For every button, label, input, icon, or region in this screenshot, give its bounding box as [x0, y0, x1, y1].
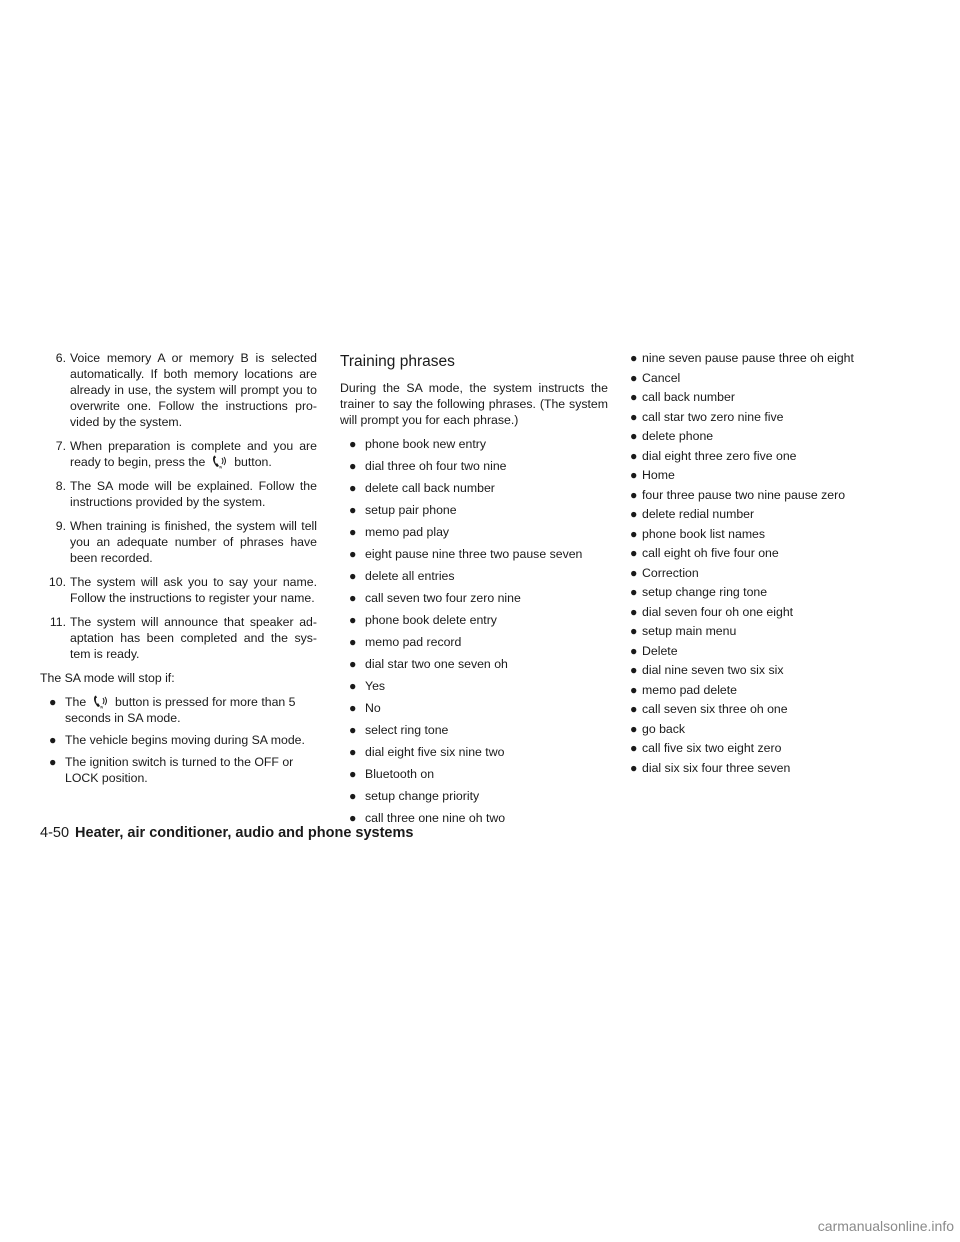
phrase-list-middle	[340, 436, 608, 826]
step-10	[40, 574, 317, 606]
phrase-text: eight pause nine three two pause seven	[365, 547, 583, 561]
list-item	[340, 436, 608, 452]
phrase-text: call eight oh five four one	[642, 546, 779, 560]
phrase-text: memo pad record	[365, 635, 462, 649]
phrase-text: dial seven four oh one eight	[642, 604, 794, 619]
step-text: The system will ask you to say your name. Follow the instructions to register your name.	[70, 575, 317, 605]
list-item	[630, 623, 910, 639]
phrase-text: Correction	[642, 565, 699, 580]
phrase-text: No	[365, 701, 381, 715]
step-text: The SA mode will be explained. Follow the instructions provided by the system.	[70, 479, 317, 509]
stop-intro: The SA mode will stop if:	[40, 671, 175, 685]
svg-text:w: w	[99, 704, 103, 709]
step-text: When training is finished, the system will tell you an adequate number of phrases have been recorded.	[70, 519, 317, 565]
stop-condition	[40, 754, 317, 786]
bullet: ●	[49, 733, 57, 747]
phrase-text: delete phone	[642, 429, 714, 443]
bullet: ●	[630, 663, 638, 677]
phrase-text: call star two zero nine five	[642, 409, 784, 424]
bullet: ●	[349, 723, 357, 737]
phrase-text: call five six two eight zero	[642, 741, 782, 755]
stop-condition	[40, 694, 317, 726]
phrase-text: dial star two one seven oh	[365, 657, 508, 671]
list-item	[340, 722, 608, 738]
phrase-text: phone book list names	[642, 526, 766, 541]
bullet: ●	[349, 569, 357, 583]
bullet: ●	[630, 643, 638, 658]
condition-text: The	[65, 695, 87, 709]
bullet: ●	[630, 624, 638, 638]
bullet: ●	[349, 745, 357, 759]
step-number: 6.	[55, 351, 66, 365]
phrase-text: dial three oh four two nine	[365, 459, 507, 473]
phrase-text: four three pause two nine pause zero	[642, 487, 846, 502]
bullet: ●	[630, 409, 638, 424]
watermark: carmanualsonline.info	[817, 1218, 954, 1234]
phrase-text: setup pair phone	[365, 503, 457, 517]
list-item	[630, 584, 910, 600]
condition-text: The vehicle begins moving during SA mode.	[65, 733, 305, 747]
list-item	[340, 788, 608, 804]
step-11	[40, 614, 317, 662]
bullet: ●	[630, 351, 638, 365]
bullet: ●	[630, 370, 638, 385]
bullet: ●	[349, 701, 357, 715]
phrase-text: delete redial number	[642, 507, 755, 521]
bullet: ●	[349, 679, 357, 693]
condition-text: The ignition switch is turned to the OFF or LOCK position.	[65, 755, 294, 785]
list-item	[340, 502, 608, 518]
bullet: ●	[630, 585, 638, 599]
list-item	[630, 682, 910, 698]
phrase-text: dial nine seven two six six	[642, 663, 784, 677]
svg-text:w: w	[218, 464, 223, 469]
phrase-text: dial eight three zero five one	[642, 448, 797, 463]
section-heading: Training phrases	[340, 353, 455, 370]
list-item	[340, 810, 608, 826]
page-footer	[40, 825, 413, 841]
list-item	[630, 389, 910, 405]
phrase-text: Delete	[642, 643, 678, 658]
bullet: ●	[630, 702, 638, 716]
list-item	[630, 350, 910, 366]
bullet: ●	[630, 507, 638, 521]
phrase-text: call back number	[642, 390, 735, 404]
column-middle	[340, 350, 608, 832]
bullet: ●	[630, 565, 638, 580]
step-8	[40, 478, 317, 510]
list-item	[340, 612, 608, 628]
bullet: ●	[349, 811, 357, 825]
list-item	[340, 480, 608, 496]
phrase-text: delete call back number	[365, 481, 495, 495]
list-item	[340, 634, 608, 650]
bullet: ●	[349, 591, 357, 605]
list-item	[340, 458, 608, 474]
list-item	[630, 643, 910, 659]
phone-voice-icon	[92, 695, 110, 709]
phrase-text: call seven six three oh one	[642, 702, 788, 716]
list-item	[630, 487, 910, 503]
bullet: ●	[630, 429, 638, 443]
list-item	[340, 546, 608, 562]
bullet: ●	[630, 741, 638, 755]
phrase-text: dial six six four three seven	[642, 760, 791, 775]
list-item	[340, 568, 608, 584]
chapter-title: Heater, air conditioner, audio and phone systems	[75, 825, 414, 841]
bullet: ●	[630, 468, 638, 482]
phrase-text: delete all entries	[365, 569, 455, 583]
bullet: ●	[630, 604, 638, 619]
bullet: ●	[630, 721, 638, 736]
phrase-text: Yes	[365, 679, 386, 693]
column-left	[40, 350, 317, 792]
step-text: When preparation is complete and you are ready to begin, press the	[70, 439, 317, 469]
list-item	[630, 428, 910, 444]
step-number: 9.	[55, 519, 66, 533]
step-text-end: button.	[234, 455, 272, 469]
phrase-text: Home	[642, 468, 675, 482]
step-6	[40, 350, 317, 430]
bullet: ●	[49, 755, 57, 769]
phrase-text: select ring tone	[365, 723, 449, 737]
page-number: 4-50	[40, 825, 70, 841]
list-item	[630, 526, 910, 542]
phrase-text: nine seven pause pause three oh eight	[642, 351, 854, 365]
phrase-text: setup change ring tone	[642, 585, 768, 599]
step-text: The system will announce that speaker ad- aptation has been completed and the sys- tem is ready.	[70, 615, 317, 661]
step-number: 7.	[55, 439, 66, 453]
list-item	[630, 448, 910, 464]
phrase-text: setup change priority	[365, 789, 480, 803]
bullet: ●	[49, 695, 57, 709]
list-item	[630, 565, 910, 581]
phrase-text: setup main menu	[642, 624, 737, 638]
bullet: ●	[630, 448, 638, 463]
bullet: ●	[349, 613, 357, 627]
list-item	[630, 506, 910, 522]
list-item	[630, 740, 910, 756]
list-item	[630, 545, 910, 561]
list-item	[630, 701, 910, 717]
phrase-text: Cancel	[642, 370, 681, 385]
bullet: ●	[349, 635, 357, 649]
phone-voice-icon	[211, 455, 229, 469]
bullet: ●	[630, 546, 638, 560]
bullet: ●	[630, 487, 638, 502]
list-item	[630, 604, 910, 620]
phrase-text: call three one nine oh two	[365, 811, 506, 825]
phrase-text: memo pad play	[365, 525, 450, 539]
phrase-text: call seven two four zero nine	[365, 591, 521, 605]
bullet: ●	[349, 525, 357, 539]
stop-condition	[40, 732, 317, 748]
list-item	[630, 721, 910, 737]
bullet: ●	[630, 682, 638, 697]
list-item	[340, 766, 608, 782]
bullet: ●	[349, 503, 357, 517]
training-intro: During the SA mode, the system instructs the trainer to say the following phrases. (The system will prompt you for each phrase.)	[340, 381, 608, 427]
bullet: ●	[349, 789, 357, 803]
phrase-text: go back	[642, 721, 686, 736]
step-7	[40, 438, 317, 470]
list-item	[340, 590, 608, 606]
condition-text-end: button is pressed for more than 5 seconds in SA mode.	[65, 695, 296, 725]
phrase-text: memo pad delete	[642, 682, 738, 697]
list-item	[340, 678, 608, 694]
column-right	[630, 350, 910, 779]
phrase-text: phone book new entry	[365, 437, 487, 451]
bullet: ●	[630, 526, 638, 541]
bullet: ●	[349, 547, 357, 561]
step-number: 10.	[48, 575, 66, 589]
bullet: ●	[349, 767, 357, 781]
list-item	[340, 744, 608, 760]
bullet: ●	[349, 437, 357, 451]
bullet: ●	[349, 657, 357, 671]
phrase-text: phone book delete entry	[365, 613, 497, 627]
list-item	[630, 760, 910, 776]
bullet: ●	[349, 481, 357, 495]
bullet: ●	[630, 390, 638, 404]
step-number: 8.	[55, 479, 66, 493]
list-item	[630, 467, 910, 483]
list-item	[630, 409, 910, 425]
bullet: ●	[349, 459, 357, 473]
step-9	[40, 518, 317, 566]
list-item	[340, 656, 608, 672]
phrase-text: Bluetooth on	[365, 767, 435, 781]
list-item	[340, 700, 608, 716]
phrase-text: dial eight five six nine two	[365, 745, 505, 759]
list-item	[630, 370, 910, 386]
list-item	[340, 524, 608, 540]
list-item	[630, 662, 910, 678]
step-text: Voice memory A or memory B is selected automatically. If both memory locations are already in use, the system will prompt you to overwrite one. Follow the instructions pro- vided by the system.	[70, 351, 317, 429]
bullet: ●	[630, 760, 638, 775]
step-number: 11.	[49, 615, 66, 629]
phrase-list-right	[630, 350, 910, 776]
